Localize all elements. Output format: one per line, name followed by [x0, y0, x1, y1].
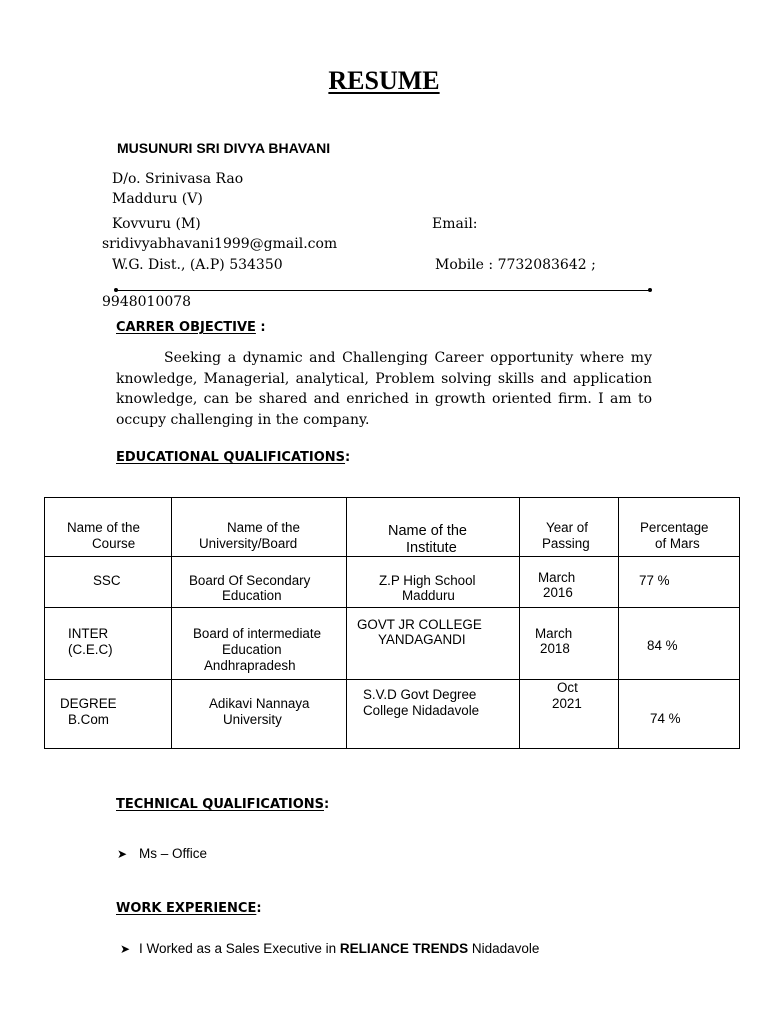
table-header-row	[45, 498, 740, 557]
work-heading-text: WORK EXPERIENCE	[116, 901, 257, 916]
cell-year: March 2018	[520, 608, 619, 680]
arrowhead-bullet-icon: ➤	[117, 847, 128, 861]
objective-heading-text: CARRER OBJECTIVE	[116, 320, 256, 335]
cell-year: Oct 2021	[520, 680, 619, 749]
list-item	[117, 846, 207, 861]
cell-course: DEGREE B.Com	[45, 680, 172, 749]
table-row	[45, 557, 740, 608]
email-label: Email:	[432, 216, 478, 232]
work-item-prefix: I Worked as a Sales Executive in	[139, 941, 340, 956]
table-row	[45, 680, 740, 749]
header-year: Year of Passing	[520, 498, 619, 557]
technical-heading-colon: :	[324, 797, 330, 812]
cell-university: Board of intermediate Education Andhrapradesh	[172, 608, 347, 680]
cell-year: March 2016	[520, 557, 619, 608]
mobile-number: Mobile : 7732083642 ;	[435, 257, 596, 273]
education-heading-text: EDUCATIONAL QUALIFICATIONS	[116, 450, 346, 465]
cell-institute: GOVT JR COLLEGE YANDAGANDI	[347, 608, 520, 680]
objective-heading	[116, 320, 266, 335]
resume-title: RESUME	[328, 66, 440, 95]
cell-institute: Z.P High School Madduru	[347, 557, 520, 608]
objective-paragraph	[116, 348, 652, 431]
cell-course: SSC	[45, 557, 172, 608]
objective-text: Seeking a dynamic and Challenging Career opportunity where my knowledge, Managerial, analytical, Problem solving skills and application knowledge, can be shared and enriched in growth oriented firm. I am to occupy challenging in the company.	[116, 350, 652, 429]
cell-university: Adikavi Nannaya University	[172, 680, 347, 749]
header-university: Name of the University/Board	[172, 498, 347, 557]
technical-item: Ms – Office	[139, 846, 208, 861]
header-course: Name of the Course	[45, 498, 172, 557]
cell-course: INTER (C.E.C)	[45, 608, 172, 680]
technical-heading-text: TECHNICAL QUALIFICATIONS	[116, 797, 324, 812]
header-institute: Name of the Institute	[347, 498, 520, 557]
cell-percentage: 74 %	[619, 680, 740, 749]
education-heading-colon: :	[345, 450, 351, 465]
objective-heading-colon: :	[255, 320, 266, 335]
address-line-4: W.G. Dist., (A.P) 534350	[112, 257, 283, 273]
work-heading-colon: :	[256, 901, 262, 916]
education-heading	[116, 450, 350, 465]
work-item-company: RELIANCE TRENDS	[339, 941, 469, 956]
education-table	[44, 497, 740, 749]
horizontal-rule	[116, 290, 650, 291]
cell-percentage: 77 %	[619, 557, 740, 608]
list-item	[120, 941, 539, 956]
mobile-number-2: 9948010078	[102, 294, 192, 310]
address-line-3: Kovvuru (M)	[112, 216, 201, 232]
work-item-suffix: Nidadavole	[468, 941, 540, 956]
address-line-1: D/o. Srinivasa Rao	[112, 171, 244, 187]
work-heading	[116, 901, 262, 916]
cell-institute: S.V.D Govt Degree College Nidadavole	[347, 680, 520, 749]
arrowhead-bullet-icon: ➤	[120, 942, 131, 956]
technical-heading	[116, 797, 329, 812]
email-address: sridivyabhavani1999@gmail.com	[102, 236, 338, 252]
address-line-2: Madduru (V)	[112, 191, 203, 207]
table-row	[45, 608, 740, 680]
cell-university: Board Of Secondary Education	[172, 557, 347, 608]
cell-percentage: 84 %	[619, 608, 740, 680]
header-percentage: Percentage of Mars	[619, 498, 740, 557]
candidate-name: MUSUNURI SRI DIVYA BHAVANI	[117, 140, 331, 156]
